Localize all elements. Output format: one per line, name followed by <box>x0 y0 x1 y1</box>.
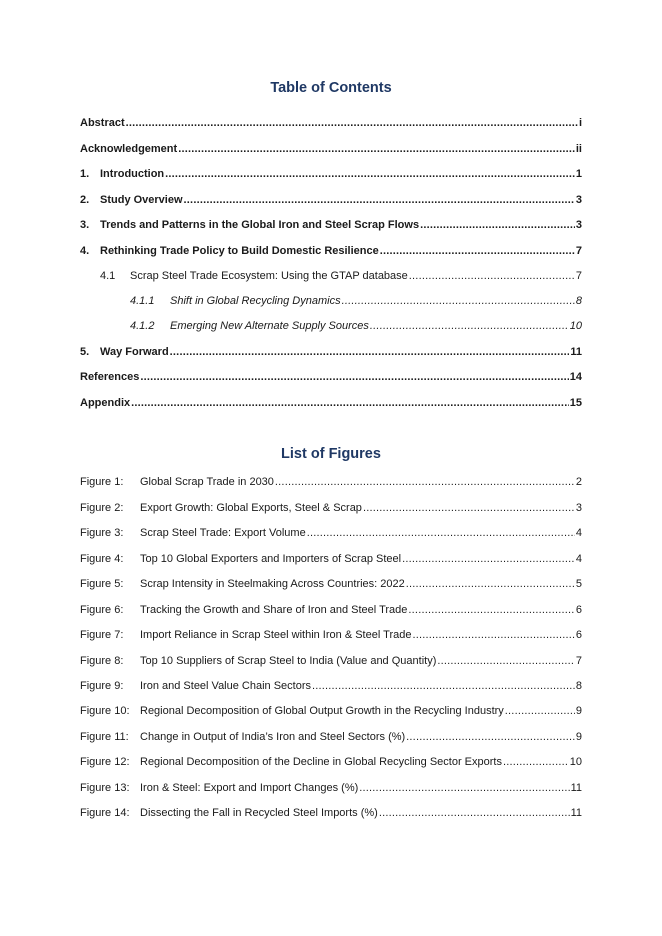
toc-entry-title: Abstract <box>80 117 125 129</box>
toc-entry-title: Rethinking Trade Policy to Build Domestic Resilience <box>100 245 379 257</box>
figure-title: Top 10 Global Exporters and Importers of Scrap Steel <box>140 553 402 565</box>
toc-entry-title: Way Forward <box>100 346 169 358</box>
toc-entry-number: 3. <box>80 219 90 231</box>
figure-title: Scrap Intensity in Steelmaking Across Countries: 2022 <box>140 578 405 590</box>
toc-entry-page: 3 <box>575 194 582 206</box>
dot-leader <box>408 602 574 618</box>
figure-title: Iron & Steel: Export and Import Changes (%) <box>140 782 359 794</box>
toc-entry-page: 15 <box>569 397 582 409</box>
dot-leader <box>406 576 575 592</box>
dot-leader <box>184 192 575 208</box>
toc-entry-page: ii <box>575 143 582 155</box>
toc-entry-number: 1. <box>80 168 90 180</box>
toc-entry-number: 4.1 <box>100 270 116 282</box>
dot-leader <box>170 344 570 360</box>
toc-entry-introduction[interactable] <box>80 166 582 182</box>
dot-leader <box>437 653 575 669</box>
figure-entry-8[interactable] <box>80 653 582 669</box>
toc-entry-scrap-steel-ecosystem[interactable] <box>100 268 582 284</box>
toc-entry-title: Acknowledgement <box>80 143 178 155</box>
toc-entry-rethinking-trade-policy[interactable] <box>80 243 582 259</box>
figure-page: 4 <box>575 553 582 565</box>
figure-label: Figure 1: <box>80 476 124 488</box>
dot-leader <box>126 115 578 131</box>
dot-leader <box>379 805 570 821</box>
figure-entry-12[interactable] <box>80 754 582 770</box>
figure-page: 11 <box>570 782 582 794</box>
dot-leader <box>402 551 575 567</box>
toc-entry-page: 7 <box>575 245 582 257</box>
dot-leader <box>131 395 569 411</box>
toc-entry-title: Introduction <box>100 168 165 180</box>
toc-entry-page: 1 <box>575 168 582 180</box>
dot-leader <box>275 474 575 490</box>
figure-label: Figure 7: <box>80 629 124 641</box>
figure-entry-9[interactable] <box>80 678 582 694</box>
figure-page: 6 <box>575 604 582 616</box>
figure-title: Change in Output of India’s Iron and Steel Sectors (%) <box>140 731 406 743</box>
figure-page: 9 <box>575 731 582 743</box>
figure-page: 6 <box>575 629 582 641</box>
figure-page: 11 <box>570 807 582 819</box>
toc-entry-title: Shift in Global Recycling Dynamics <box>170 295 341 307</box>
figure-label: Figure 5: <box>80 578 124 590</box>
figure-title: Top 10 Suppliers of Scrap Steel to India (Value and Quantity) <box>140 655 437 667</box>
toc-entry-page: 11 <box>570 346 582 358</box>
toc-entry-way-forward[interactable] <box>80 344 582 360</box>
toc-entry-trends[interactable] <box>80 217 582 233</box>
figure-label: Figure 11: <box>80 731 129 743</box>
figure-entry-1[interactable] <box>80 474 582 490</box>
figure-page: 7 <box>575 655 582 667</box>
figure-page: 5 <box>575 578 582 590</box>
toc-entry-abstract[interactable] <box>80 115 582 131</box>
toc-entry-shift-recycling[interactable] <box>130 293 582 309</box>
toc-entry-page: 14 <box>569 371 582 383</box>
figure-label: Figure 13: <box>80 782 130 794</box>
toc-entry-page: i <box>578 117 582 129</box>
figure-title: Import Reliance in Scrap Steel within Iron & Steel Trade <box>140 629 412 641</box>
figure-entry-2[interactable] <box>80 500 582 516</box>
figure-label: Figure 9: <box>80 680 124 692</box>
dot-leader <box>505 703 575 719</box>
dot-leader <box>420 217 575 233</box>
dot-leader <box>178 141 575 157</box>
toc-entry-page: 3 <box>575 219 582 231</box>
figure-label: Figure 14: <box>80 807 130 819</box>
dot-leader <box>503 754 569 770</box>
toc-entry-title: Study Overview <box>100 194 183 206</box>
figure-page: 3 <box>575 502 582 514</box>
toc-entry-number: 4. <box>80 245 90 257</box>
toc-entry-study-overview[interactable] <box>80 192 582 208</box>
figure-title: Regional Decomposition of the Decline in Global Recycling Sector Exports <box>140 756 502 768</box>
figure-entry-14[interactable] <box>80 805 582 821</box>
toc-entry-title: Scrap Steel Trade Ecosystem: Using the GTAP database <box>130 270 408 282</box>
dot-leader <box>409 268 575 284</box>
toc-entry-title: References <box>80 371 140 383</box>
figure-entry-6[interactable] <box>80 602 582 618</box>
figure-title: Regional Decomposition of Global Output Growth in the Recycling Industry <box>140 705 504 717</box>
toc-entry-alternate-supply[interactable] <box>130 318 582 334</box>
figure-label: Figure 2: <box>80 502 124 514</box>
figure-entry-7[interactable] <box>80 627 582 643</box>
toc-entry-number: 4.1.1 <box>130 295 155 307</box>
figure-title: Iron and Steel Value Chain Sectors <box>140 680 312 692</box>
toc-heading: Table of Contents <box>270 80 392 96</box>
figure-entry-10[interactable] <box>80 703 582 719</box>
dot-leader <box>307 525 575 541</box>
figure-entry-13[interactable] <box>80 780 582 796</box>
toc-entry-title: Trends and Patterns in the Global Iron and Steel Scrap Flows <box>100 219 420 231</box>
dot-leader <box>363 500 575 516</box>
dot-leader <box>370 318 569 334</box>
toc-entry-page: 7 <box>575 270 582 282</box>
figure-page: 9 <box>575 705 582 717</box>
dot-leader <box>312 678 575 694</box>
figure-label: Figure 4: <box>80 553 124 565</box>
figure-title: Scrap Steel Trade: Export Volume <box>140 527 306 539</box>
figure-label: Figure 12: <box>80 756 130 768</box>
toc-entry-title: Emerging New Alternate Supply Sources <box>170 320 369 332</box>
toc-entry-appendix[interactable] <box>80 395 582 411</box>
figure-label: Figure 10: <box>80 705 130 717</box>
figure-title: Export Growth: Global Exports, Steel & Scrap <box>140 502 362 514</box>
toc-entry-references[interactable] <box>80 369 582 385</box>
dot-leader <box>342 293 575 309</box>
figure-title: Tracking the Growth and Share of Iron and Steel Trade <box>140 604 408 616</box>
toc-entry-title: Appendix <box>80 397 131 409</box>
figure-entry-4[interactable] <box>80 551 582 567</box>
toc-entry-number: 2. <box>80 194 90 206</box>
figure-page: 10 <box>569 756 582 768</box>
figures-heading: List of Figures <box>281 446 381 462</box>
toc-entry-number: 5. <box>80 346 90 358</box>
figure-label: Figure 6: <box>80 604 124 616</box>
toc-entry-page: 10 <box>569 320 582 332</box>
toc-entry-number: 4.1.2 <box>130 320 155 332</box>
figure-entry-11[interactable] <box>80 729 582 745</box>
figure-label: Figure 3: <box>80 527 124 539</box>
figure-title: Global Scrap Trade in 2030 <box>140 476 274 488</box>
figure-page: 8 <box>575 680 582 692</box>
figure-entry-3[interactable] <box>80 525 582 541</box>
figure-page: 2 <box>575 476 582 488</box>
dot-leader <box>359 780 569 796</box>
figure-title: Dissecting the Fall in Recycled Steel Imports (%) <box>140 807 378 819</box>
dot-leader <box>140 369 568 385</box>
figure-page: 4 <box>575 527 582 539</box>
figure-label: Figure 8: <box>80 655 124 667</box>
dot-leader <box>406 729 575 745</box>
dot-leader <box>380 243 575 259</box>
dot-leader <box>165 166 575 182</box>
toc-entry-acknowledgement[interactable] <box>80 141 582 157</box>
dot-leader <box>412 627 574 643</box>
figure-entry-5[interactable] <box>80 576 582 592</box>
toc-entry-page: 8 <box>575 295 582 307</box>
